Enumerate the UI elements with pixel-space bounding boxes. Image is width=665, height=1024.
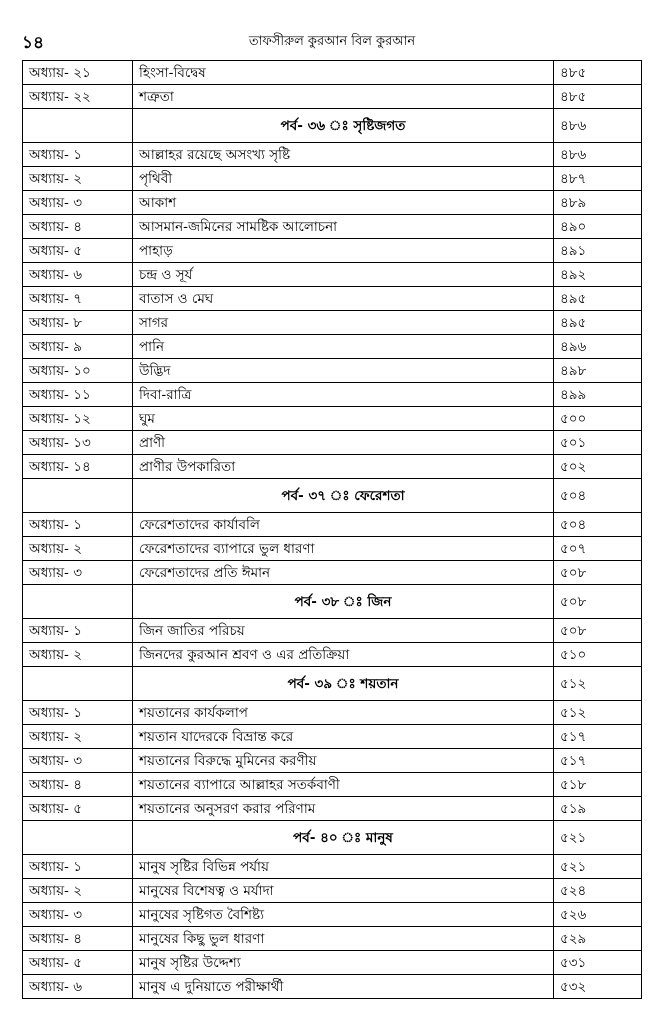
empty-cell [23,109,133,143]
chapter-row [23,359,642,383]
chapter-title: চন্দ্র ও সূর্য [133,263,554,287]
chapter-row [23,537,642,561]
page-cell: ৫২৬ [554,903,642,927]
page-cell: ৫০৮ [554,561,642,585]
chapter-title: মানুষের বিশেষত্ব ও মর্যাদা [133,879,554,903]
page-cell: ৫০১ [554,431,642,455]
page-cell: ৪৮৯ [554,191,642,215]
page-cell: ৫০৭ [554,537,642,561]
section-title: পর্ব- ৩৯ ঃ শয়তান [133,667,554,701]
chapter-title: জিন জাতির পরিচয় [133,619,554,643]
chapter-row [23,407,642,431]
chapter-cell: অধ্যায়- ৬ [23,975,133,999]
chapter-row [23,927,642,951]
chapter-row [23,311,642,335]
chapter-cell: অধ্যায়- ১১ [23,383,133,407]
section-title: পর্ব- ৩৮ ঃ জিন [133,585,554,619]
page-cell: ৪৮৭ [554,167,642,191]
chapter-cell: অধ্যায়- ৩ [23,749,133,773]
chapter-cell: অধ্যায়- ২ [23,725,133,749]
empty-cell [23,585,133,619]
chapter-row [23,749,642,773]
chapter-cell: অধ্যায়- ৫ [23,951,133,975]
chapter-cell: অধ্যায়- ৯ [23,335,133,359]
chapter-cell: অধ্যায়- ২ [23,167,133,191]
chapter-cell: অধ্যায়- ২২ [23,85,133,109]
page-cell: ৫০৮ [554,619,642,643]
page-cell: ৫০৪ [554,479,642,513]
chapter-title: মানুষ সৃষ্টির উদ্দেশ্য [133,951,554,975]
page-cell: ৪৯৬ [554,335,642,359]
chapter-title: পৃথিবী [133,167,554,191]
chapter-title: আল্লাহর রয়েছে অসংখ্য সৃষ্টি [133,143,554,167]
toc-body [23,61,642,999]
page-cell: ৫১২ [554,667,642,701]
page-cell: ৫১২ [554,701,642,725]
empty-cell [23,667,133,701]
chapter-row [23,455,642,479]
chapter-title: শয়তান যাদেরকে বিভ্রান্ত করে [133,725,554,749]
chapter-cell: অধ্যায়- ৪ [23,927,133,951]
chapter-title: পাহাড় [133,239,554,263]
chapter-title: দিবা-রাত্রি [133,383,554,407]
chapter-title: শয়তানের অনুসরণ করার পরিণাম [133,797,554,821]
page-cell: ৪৯১ [554,239,642,263]
chapter-title: ফেরেশতাদের প্রতি ঈমান [133,561,554,585]
chapter-title: আকাশ [133,191,554,215]
chapter-row [23,951,642,975]
empty-cell [23,821,133,855]
chapter-title: শয়তানের কার্যকলাপ [133,701,554,725]
chapter-title: শত্রুতা [133,85,554,109]
page-cell: ৪৯৫ [554,287,642,311]
chapter-cell: অধ্যায়- ১০ [23,359,133,383]
running-title: তাফসীরুল কুরআন বিল কুরআন [248,34,416,49]
section-row [23,667,642,701]
chapter-row [23,85,642,109]
chapter-row [23,61,642,85]
chapter-row [23,287,642,311]
chapter-row [23,239,642,263]
page-cell: ৪৮৫ [554,61,642,85]
chapter-row [23,335,642,359]
chapter-cell: অধ্যায়- ২ [23,879,133,903]
section-row [23,109,642,143]
chapter-cell: অধ্যায়- ১ [23,619,133,643]
page-cell: ৫৩২ [554,975,642,999]
page-cell: ৫০২ [554,455,642,479]
page-cell: ৫১৭ [554,725,642,749]
chapter-title: আসমান-জমিনের সামষ্টিক আলোচনা [133,215,554,239]
chapter-row [23,855,642,879]
page-cell: ৫২৪ [554,879,642,903]
page-cell: ৪৯৮ [554,359,642,383]
chapter-row [23,619,642,643]
page-cell: ৪৯২ [554,263,642,287]
section-title: পর্ব- ৩৭ ঃ ফেরেশতা [133,479,554,513]
chapter-title: ঘুম [133,407,554,431]
chapter-row [23,701,642,725]
page-cell: ৪৮৬ [554,143,642,167]
chapter-cell: অধ্যায়- ৩ [23,191,133,215]
chapter-row [23,513,642,537]
page-cell: ৫১৯ [554,797,642,821]
chapter-row [23,215,642,239]
chapter-cell: অধ্যায়- ২ [23,537,133,561]
page-number: ১৪ [22,33,45,53]
page-cell: ৫১০ [554,643,642,667]
empty-cell [23,479,133,513]
chapter-title: মানুষের সৃষ্টিগত বৈশিষ্ট্য [133,903,554,927]
chapter-row [23,773,642,797]
chapter-title: ফেরেশতাদের কার্যাবলি [133,513,554,537]
page-cell: ৫০০ [554,407,642,431]
page-cell: ৪৯০ [554,215,642,239]
chapter-row [23,903,642,927]
chapter-title: পানি [133,335,554,359]
chapter-title: প্রাণীর উপকারিতা [133,455,554,479]
chapter-cell: অধ্যায়- ৪ [23,773,133,797]
chapter-title: মানুষ সৃষ্টির বিভিন্ন পর্যায় [133,855,554,879]
chapter-cell: অধ্যায়- ১২ [23,407,133,431]
chapter-cell: অধ্যায়- ৩ [23,561,133,585]
chapter-title: প্রাণী [133,431,554,455]
page-cell: ৫১৮ [554,773,642,797]
section-title: পর্ব- ৪০ ঃ মানুষ [133,821,554,855]
chapter-row [23,431,642,455]
page-cell: ৫১৭ [554,749,642,773]
chapter-cell: অধ্যায়- ৭ [23,287,133,311]
chapter-row [23,167,642,191]
page-cell: ৪৯৫ [554,311,642,335]
section-row [23,821,642,855]
chapter-title: উদ্ভিদ [133,359,554,383]
section-row [23,585,642,619]
chapter-cell: অধ্যায়- ৬ [23,263,133,287]
chapter-title: মানুষ এ দুনিয়াতে পরীক্ষার্থী [133,975,554,999]
chapter-title: শয়তানের বিরুদ্ধে মুমিনের করণীয় [133,749,554,773]
page-cell: ৫০৪ [554,513,642,537]
chapter-title: ফেরেশতাদের ব্যাপারে ভুল ধারণা [133,537,554,561]
table-of-contents [22,60,642,999]
chapter-row [23,643,642,667]
chapter-cell: অধ্যায়- ৮ [23,311,133,335]
chapter-row [23,725,642,749]
chapter-cell: অধ্যায়- ১ [23,143,133,167]
chapter-cell: অধ্যায়- ৫ [23,797,133,821]
chapter-cell: অধ্যায়- ১ [23,513,133,537]
page-cell: ৪৮৫ [554,85,642,109]
chapter-row [23,879,642,903]
page-cell: ৫২৯ [554,927,642,951]
chapter-title: মানুষের কিছু ভুল ধারণা [133,927,554,951]
page-cell: ৪৯৯ [554,383,642,407]
page-cell: ৪৮৬ [554,109,642,143]
page-cell: ৫২১ [554,855,642,879]
chapter-cell: অধ্যায়- ১৩ [23,431,133,455]
chapter-row [23,143,642,167]
page-cell: ৫২১ [554,821,642,855]
chapter-title: হিংসা-বিদ্বেষ [133,61,554,85]
chapter-row [23,797,642,821]
chapter-row [23,561,642,585]
page-cell: ৫৩১ [554,951,642,975]
chapter-title: সাগর [133,311,554,335]
chapter-cell: অধ্যায়- ২ [23,643,133,667]
chapter-title: বাতাস ও মেঘ [133,287,554,311]
chapter-row [23,975,642,999]
chapter-cell: অধ্যায়- ৫ [23,239,133,263]
section-title: পর্ব- ৩৬ ঃ সৃষ্টিজগত [133,109,554,143]
chapter-cell: অধ্যায়- ৩ [23,903,133,927]
chapter-cell: অধ্যায়- ১ [23,701,133,725]
page-header [22,30,642,54]
page-cell: ৫০৮ [554,585,642,619]
chapter-cell: অধ্যায়- ২১ [23,61,133,85]
chapter-row [23,191,642,215]
chapter-cell: অধ্যায়- ১৪ [23,455,133,479]
chapter-cell: অধ্যায়- ১ [23,855,133,879]
chapter-cell: অধ্যায়- ৪ [23,215,133,239]
chapter-row [23,383,642,407]
section-row [23,479,642,513]
chapter-title: জিনদের কুরআন শ্রবণ ও এর প্রতিক্রিয়া [133,643,554,667]
chapter-row [23,263,642,287]
chapter-title: শয়তানের ব্যাপারে আল্লাহর সতর্কবাণী [133,773,554,797]
